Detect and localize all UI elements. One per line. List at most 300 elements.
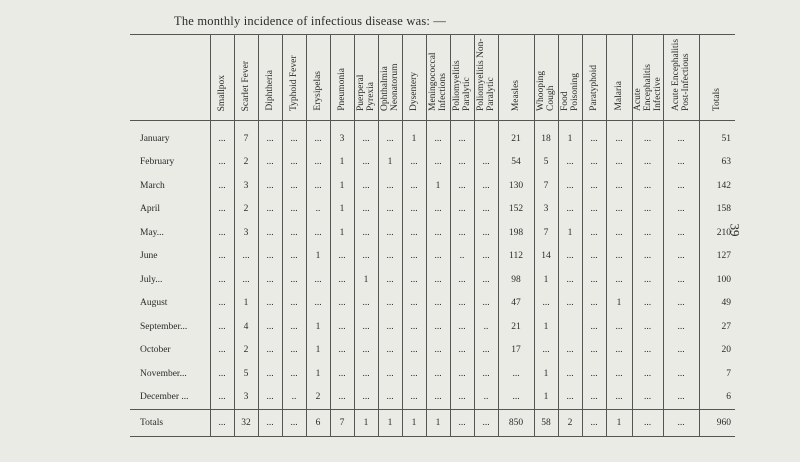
data-cell: ... xyxy=(234,245,258,269)
column-header xyxy=(378,35,402,121)
data-cell: ... xyxy=(582,198,606,222)
data-cell: 5 xyxy=(234,362,258,386)
data-cell: ... xyxy=(663,339,699,363)
data-cell: ... xyxy=(426,268,450,292)
column-header xyxy=(534,35,558,121)
data-cell: ... xyxy=(402,315,426,339)
data-cell: ... xyxy=(210,268,234,292)
month-label: September... xyxy=(140,321,188,332)
data-cell: ... xyxy=(210,410,234,437)
data-cell: 1 xyxy=(402,121,426,151)
data-cell: ... xyxy=(663,268,699,292)
data-cell: 1 xyxy=(402,410,426,437)
data-cell: 3 xyxy=(234,386,258,410)
data-cell: ... xyxy=(663,221,699,245)
header-row xyxy=(130,35,735,121)
column-header xyxy=(282,35,306,121)
column-header xyxy=(663,35,699,121)
data-cell: ... xyxy=(582,174,606,198)
data-cell: 850 xyxy=(498,410,534,437)
column-header-label: Acute Encephalitis Post-Infectious xyxy=(671,38,691,111)
column-header-label: Measles xyxy=(511,79,521,111)
column-header-label: Dysentery xyxy=(409,71,419,111)
data-cell: ... xyxy=(450,292,474,316)
data-cell: 1 xyxy=(534,315,558,339)
data-cell: ... xyxy=(282,121,306,151)
data-cell: ... xyxy=(258,198,282,222)
data-cell: ... xyxy=(378,268,402,292)
row-total-cell: 158 xyxy=(699,198,735,222)
data-cell: ... xyxy=(632,268,663,292)
data-cell: ... xyxy=(402,151,426,175)
data-cell: ... xyxy=(258,121,282,151)
data-cell: ... xyxy=(558,362,582,386)
data-cell: 1 xyxy=(426,174,450,198)
data-cell: ... xyxy=(210,198,234,222)
data-cell: ... xyxy=(426,315,450,339)
data-cell: ... xyxy=(450,221,474,245)
data-cell: ... xyxy=(402,245,426,269)
data-cell: ... xyxy=(210,245,234,269)
data-cell: ... xyxy=(632,151,663,175)
column-header-label: Whooping Cough xyxy=(536,70,556,111)
data-cell: ... xyxy=(426,386,450,410)
data-cell: ... xyxy=(210,315,234,339)
data-cell: ... xyxy=(426,245,450,269)
column-header-label: Acute Encephalitis Infective xyxy=(632,64,663,111)
data-cell: ... xyxy=(258,386,282,410)
data-cell: 18 xyxy=(534,121,558,151)
row-total-cell: 960 xyxy=(699,410,735,437)
data-cell: ... xyxy=(474,339,498,363)
data-cell: 3 xyxy=(330,121,354,151)
column-header-label: Smallpox xyxy=(217,74,227,111)
data-cell: 1 xyxy=(378,151,402,175)
data-cell: ... xyxy=(558,174,582,198)
data-cell: ... xyxy=(354,121,378,151)
data-cell: ... xyxy=(282,245,306,269)
data-cell: ... xyxy=(258,410,282,437)
data-cell: ... xyxy=(282,292,306,316)
data-cell: ... xyxy=(474,198,498,222)
data-cell: ... xyxy=(663,198,699,222)
column-header xyxy=(450,35,474,121)
data-cell: ... xyxy=(498,386,534,410)
data-cell: ... xyxy=(258,268,282,292)
data-cell: ... xyxy=(258,315,282,339)
column-header-label: Pneumonia xyxy=(337,68,347,111)
data-cell: ... xyxy=(282,198,306,222)
data-cell: ... xyxy=(258,245,282,269)
data-cell: ... xyxy=(632,410,663,437)
month-label: November... xyxy=(140,368,187,379)
column-header-label: Ophthalmia Neonatorum xyxy=(380,63,400,111)
row-total-cell: 142 xyxy=(699,174,735,198)
data-cell: ... xyxy=(663,362,699,386)
data-cell: ... xyxy=(306,268,330,292)
month-label: February xyxy=(140,157,175,168)
column-header xyxy=(632,35,663,121)
data-cell: ... xyxy=(534,339,558,363)
data-cell: 152 xyxy=(498,198,534,222)
data-cell: ... xyxy=(210,221,234,245)
data-cell: ... xyxy=(378,121,402,151)
data-cell: ... xyxy=(663,121,699,151)
data-cell: ... xyxy=(378,315,402,339)
data-cell: ... xyxy=(632,221,663,245)
column-header xyxy=(699,35,735,121)
data-cell: ... xyxy=(606,121,632,151)
data-cell: ... xyxy=(402,339,426,363)
data-cell: ... xyxy=(558,386,582,410)
row-total-cell: 20 xyxy=(699,339,735,363)
data-cell: ... xyxy=(474,268,498,292)
data-cell: 1 xyxy=(330,151,354,175)
data-cell: ... xyxy=(450,315,474,339)
data-cell: .. xyxy=(306,198,330,222)
data-cell: 21 xyxy=(498,121,534,151)
data-cell: ... xyxy=(450,410,474,437)
data-cell: ... xyxy=(282,339,306,363)
column-header xyxy=(306,35,330,121)
table-row xyxy=(130,174,735,198)
totals-row xyxy=(130,410,735,437)
data-cell: ... xyxy=(282,410,306,437)
data-cell: 1 xyxy=(534,362,558,386)
data-cell: ... xyxy=(306,292,330,316)
data-cell: ... xyxy=(282,268,306,292)
data-cell: ... xyxy=(354,198,378,222)
column-header xyxy=(258,35,282,121)
table-row xyxy=(130,339,735,363)
row-total-cell: 49 xyxy=(699,292,735,316)
column-header-label: Poliomyelitis Paralytic xyxy=(452,60,472,111)
data-cell: ... xyxy=(606,221,632,245)
data-cell: ... xyxy=(582,121,606,151)
data-cell: ... xyxy=(632,174,663,198)
data-cell: ... xyxy=(582,221,606,245)
column-header-label: Typhoid Fever xyxy=(289,55,299,111)
data-cell: ... xyxy=(354,221,378,245)
data-cell: 5 xyxy=(534,151,558,175)
month-label: August xyxy=(140,298,168,309)
data-cell: 1 xyxy=(354,268,378,292)
data-cell: ... xyxy=(378,174,402,198)
data-cell: ... xyxy=(632,245,663,269)
data-cell: ... xyxy=(402,221,426,245)
column-header xyxy=(606,35,632,121)
data-cell: ... xyxy=(450,362,474,386)
table-row xyxy=(130,362,735,386)
month-label: June xyxy=(140,251,158,262)
data-cell: ... xyxy=(558,151,582,175)
data-cell: 3 xyxy=(234,221,258,245)
data-cell: 1 xyxy=(354,410,378,437)
data-cell: 3 xyxy=(234,174,258,198)
data-cell: ... xyxy=(210,121,234,151)
data-cell: 58 xyxy=(534,410,558,437)
data-cell: ... xyxy=(582,410,606,437)
data-cell: ... xyxy=(606,174,632,198)
data-cell: 54 xyxy=(498,151,534,175)
row-total-cell: 7 xyxy=(699,362,735,386)
data-cell: ... xyxy=(558,245,582,269)
data-cell: 7 xyxy=(234,121,258,151)
data-cell: ... xyxy=(450,198,474,222)
data-cell: 1 xyxy=(234,292,258,316)
month-label: March xyxy=(140,180,165,191)
data-cell: ... xyxy=(632,315,663,339)
table-row xyxy=(130,268,735,292)
data-cell: ... xyxy=(632,292,663,316)
data-cell: 2 xyxy=(234,339,258,363)
column-header xyxy=(210,35,234,121)
data-cell: ... xyxy=(426,151,450,175)
data-cell: ... xyxy=(330,362,354,386)
data-cell: 1 xyxy=(330,174,354,198)
data-cell: ... xyxy=(306,151,330,175)
page-number: 39 xyxy=(727,223,743,237)
data-cell xyxy=(558,315,582,339)
data-cell: ... xyxy=(582,315,606,339)
data-cell: 1 xyxy=(558,121,582,151)
data-cell: ... xyxy=(282,362,306,386)
row-total-cell: 51 xyxy=(699,121,735,151)
data-cell: ... xyxy=(258,362,282,386)
data-cell: ... xyxy=(663,245,699,269)
column-header xyxy=(402,35,426,121)
data-cell: ... xyxy=(402,174,426,198)
data-cell: ... xyxy=(450,121,474,151)
data-cell: ... xyxy=(330,339,354,363)
data-cell: ... xyxy=(426,221,450,245)
data-cell: ... xyxy=(582,245,606,269)
column-header-label: Meningococcal Infections xyxy=(428,52,448,111)
data-cell: ... xyxy=(450,339,474,363)
column-header xyxy=(426,35,450,121)
data-cell: ... xyxy=(354,315,378,339)
data-cell: ... xyxy=(354,292,378,316)
data-cell: ... xyxy=(378,386,402,410)
column-header-label: Poliomyelitis Non-Paralytic xyxy=(476,38,496,111)
page-title: The monthly incidence of infectious disease was: — xyxy=(174,14,447,28)
month-label: May... xyxy=(140,227,164,238)
data-cell: ... xyxy=(234,268,258,292)
data-cell: 1 xyxy=(558,221,582,245)
month-label: December ... xyxy=(140,392,189,403)
data-cell: ... xyxy=(210,339,234,363)
data-cell: ... xyxy=(354,339,378,363)
data-cell: ... xyxy=(402,198,426,222)
table-row xyxy=(130,245,735,269)
data-cell: ... xyxy=(663,292,699,316)
data-cell: ... xyxy=(632,386,663,410)
data-cell: ... xyxy=(258,292,282,316)
data-cell: .. xyxy=(282,386,306,410)
data-cell: ... xyxy=(498,362,534,386)
column-header-label: Puerperal Pyrexia xyxy=(356,74,376,111)
data-cell: ... xyxy=(354,386,378,410)
data-cell: 130 xyxy=(498,174,534,198)
data-cell: ... xyxy=(663,315,699,339)
table-row xyxy=(130,151,735,175)
data-cell: ... xyxy=(282,174,306,198)
data-cell: 14 xyxy=(534,245,558,269)
row-total-cell: 63 xyxy=(699,151,735,175)
data-cell: ... xyxy=(306,121,330,151)
data-cell: ... xyxy=(606,198,632,222)
data-cell: ... xyxy=(632,339,663,363)
data-cell: ... xyxy=(632,362,663,386)
data-cell: ... xyxy=(632,121,663,151)
table-row xyxy=(130,315,735,339)
data-cell: 3 xyxy=(534,198,558,222)
column-header-label: Totals xyxy=(712,87,723,111)
data-cell: 4 xyxy=(234,315,258,339)
data-cell: ... xyxy=(450,386,474,410)
table-row xyxy=(130,292,735,316)
data-cell: ... xyxy=(606,268,632,292)
data-cell: ... xyxy=(450,268,474,292)
data-cell: ... xyxy=(306,221,330,245)
data-cell: ... xyxy=(426,339,450,363)
data-cell: ... xyxy=(282,315,306,339)
data-cell: ... xyxy=(426,292,450,316)
data-cell: ... xyxy=(402,386,426,410)
data-cell: ... xyxy=(306,174,330,198)
data-cell: ... xyxy=(558,198,582,222)
column-header-label: Food Poisoning xyxy=(560,72,580,111)
data-cell: 1 xyxy=(306,339,330,363)
data-cell: ... xyxy=(474,151,498,175)
row-total-cell: 127 xyxy=(699,245,735,269)
data-cell: ... xyxy=(378,245,402,269)
data-cell: 112 xyxy=(498,245,534,269)
data-cell: 2 xyxy=(234,151,258,175)
data-cell: 98 xyxy=(498,268,534,292)
data-cell: 1 xyxy=(330,198,354,222)
data-cell: ... xyxy=(426,198,450,222)
month-label: July... xyxy=(140,274,163,285)
data-cell: ... xyxy=(330,386,354,410)
data-cell: ... xyxy=(282,221,306,245)
data-cell: ... xyxy=(582,292,606,316)
data-cell: ... xyxy=(378,221,402,245)
data-cell: ... xyxy=(606,151,632,175)
data-cell: ... xyxy=(330,292,354,316)
data-cell: 7 xyxy=(534,174,558,198)
column-header-label: Diphtheria xyxy=(265,70,275,111)
data-cell: 2 xyxy=(306,386,330,410)
data-cell: ... xyxy=(426,362,450,386)
data-cell: 198 xyxy=(498,221,534,245)
data-cell: ... xyxy=(354,362,378,386)
data-cell: ... xyxy=(450,174,474,198)
data-cell: .. xyxy=(474,315,498,339)
data-cell: ... xyxy=(582,268,606,292)
data-cell: ... xyxy=(582,339,606,363)
data-cell: ... xyxy=(474,362,498,386)
data-cell: 1 xyxy=(534,386,558,410)
data-cell: 7 xyxy=(534,221,558,245)
data-cell: ... xyxy=(354,245,378,269)
data-cell: 6 xyxy=(306,410,330,437)
data-cell: 1 xyxy=(606,292,632,316)
data-cell: ... xyxy=(558,268,582,292)
data-cell: 17 xyxy=(498,339,534,363)
column-header xyxy=(558,35,582,121)
column-header-label: Paratyphoid xyxy=(589,65,599,111)
data-cell: ... xyxy=(474,174,498,198)
month-label: October xyxy=(140,345,171,356)
column-header xyxy=(474,35,498,121)
row-total-cell: 100 xyxy=(699,268,735,292)
data-cell: 1 xyxy=(306,315,330,339)
data-cell: ... xyxy=(558,292,582,316)
column-header xyxy=(354,35,378,121)
data-cell: ... xyxy=(210,151,234,175)
table-row xyxy=(130,221,735,245)
data-cell: 1 xyxy=(306,362,330,386)
infectious-disease-table xyxy=(130,34,735,437)
data-cell: ... xyxy=(606,386,632,410)
data-cell: 21 xyxy=(498,315,534,339)
row-total-cell: 6 xyxy=(699,386,735,410)
data-cell: ... xyxy=(210,386,234,410)
table-row xyxy=(130,198,735,222)
column-header-label: Erysipelas xyxy=(313,71,323,111)
row-total-cell: 210 xyxy=(699,221,735,245)
data-cell: ... xyxy=(606,362,632,386)
month-label: April xyxy=(140,204,161,215)
data-cell xyxy=(474,121,498,151)
data-cell: ... xyxy=(330,268,354,292)
data-cell: .. xyxy=(450,245,474,269)
data-cell: ... xyxy=(632,198,663,222)
data-cell: ... xyxy=(402,292,426,316)
data-cell: ... xyxy=(378,362,402,386)
data-cell: ... xyxy=(378,292,402,316)
data-cell: ... xyxy=(258,174,282,198)
data-cell: ... xyxy=(474,221,498,245)
data-cell: 1 xyxy=(306,245,330,269)
data-cell: ... xyxy=(606,245,632,269)
data-cell: ... xyxy=(282,151,306,175)
data-cell: ... xyxy=(258,151,282,175)
data-cell: ... xyxy=(663,151,699,175)
data-cell: ... xyxy=(606,315,632,339)
data-cell: ... xyxy=(663,174,699,198)
data-cell: .. xyxy=(474,386,498,410)
data-cell: ... xyxy=(210,362,234,386)
data-cell: 7 xyxy=(330,410,354,437)
data-cell: ... xyxy=(663,410,699,437)
month-header xyxy=(130,35,210,121)
data-cell: 1 xyxy=(426,410,450,437)
data-cell: ... xyxy=(354,174,378,198)
column-header xyxy=(330,35,354,121)
column-header xyxy=(234,35,258,121)
data-cell: 2 xyxy=(558,410,582,437)
data-cell: ... xyxy=(474,292,498,316)
data-cell: ... xyxy=(426,121,450,151)
data-cell: ... xyxy=(378,198,402,222)
table-row xyxy=(130,386,735,410)
data-cell: ... xyxy=(258,339,282,363)
data-cell: 1 xyxy=(378,410,402,437)
column-header-label: Malaria xyxy=(614,81,624,111)
column-header-label: Scarlet Fever xyxy=(241,60,251,111)
